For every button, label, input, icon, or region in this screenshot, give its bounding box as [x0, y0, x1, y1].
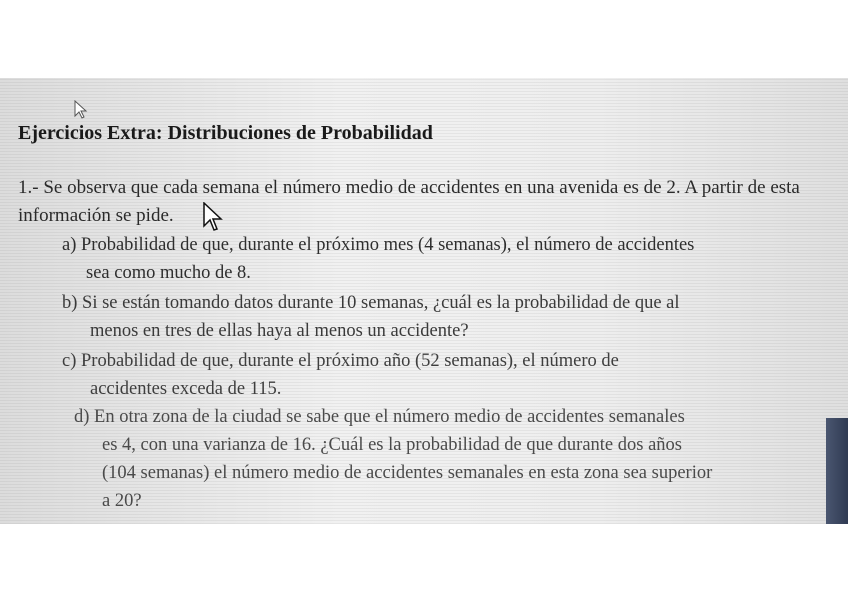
problem-item-a	[62, 231, 802, 287]
problem-item-d	[74, 403, 794, 515]
item-text-line: Probabilidad de que, durante el próximo año (52 semanas), el número de	[81, 351, 619, 371]
item-text-line: Si se están tomando datos durante 10 semanas, ¿cuál es la probabilidad de que al	[82, 293, 680, 313]
mouse-pointer-icon	[74, 100, 88, 120]
document-photo	[0, 78, 848, 524]
item-text-line: es 4, con una varianza de 16. ¿Cuál es la probabilidad de que durante dos años	[102, 435, 682, 455]
item-label: c)	[62, 351, 77, 371]
item-label: a)	[62, 235, 77, 255]
item-text-line: sea como mucho de 8.	[86, 263, 251, 283]
photo-edge-shadow	[826, 418, 848, 524]
problem-item-b	[62, 289, 804, 345]
item-label: d)	[74, 407, 90, 427]
item-text-line: Probabilidad de que, durante el próximo mes (4 semanas), el número de accidentes	[81, 235, 695, 255]
item-text-line: menos en tres de ellas haya al menos un accidente?	[90, 321, 469, 341]
item-label: b)	[62, 293, 78, 313]
mouse-pointer-icon	[203, 202, 223, 232]
problem-item-c	[62, 347, 797, 403]
item-text-line: En otra zona de la ciudad se sabe que el número medio de accidentes semanales	[94, 407, 685, 427]
item-text-line: a 20?	[102, 491, 142, 511]
document-title: Ejercicios Extra: Distribuciones de Probabilidad	[18, 122, 433, 144]
item-text-line: accidentes exceda de 115.	[90, 379, 282, 399]
item-text-line: (104 semanas) el número medio de accidentes semanales en esta zona sea superior	[102, 463, 713, 483]
problem-intro: 1.- Se observa que cada semana el número medio de accidentes en una avenida es de 2. A partir de esta información se pide.	[18, 177, 800, 226]
